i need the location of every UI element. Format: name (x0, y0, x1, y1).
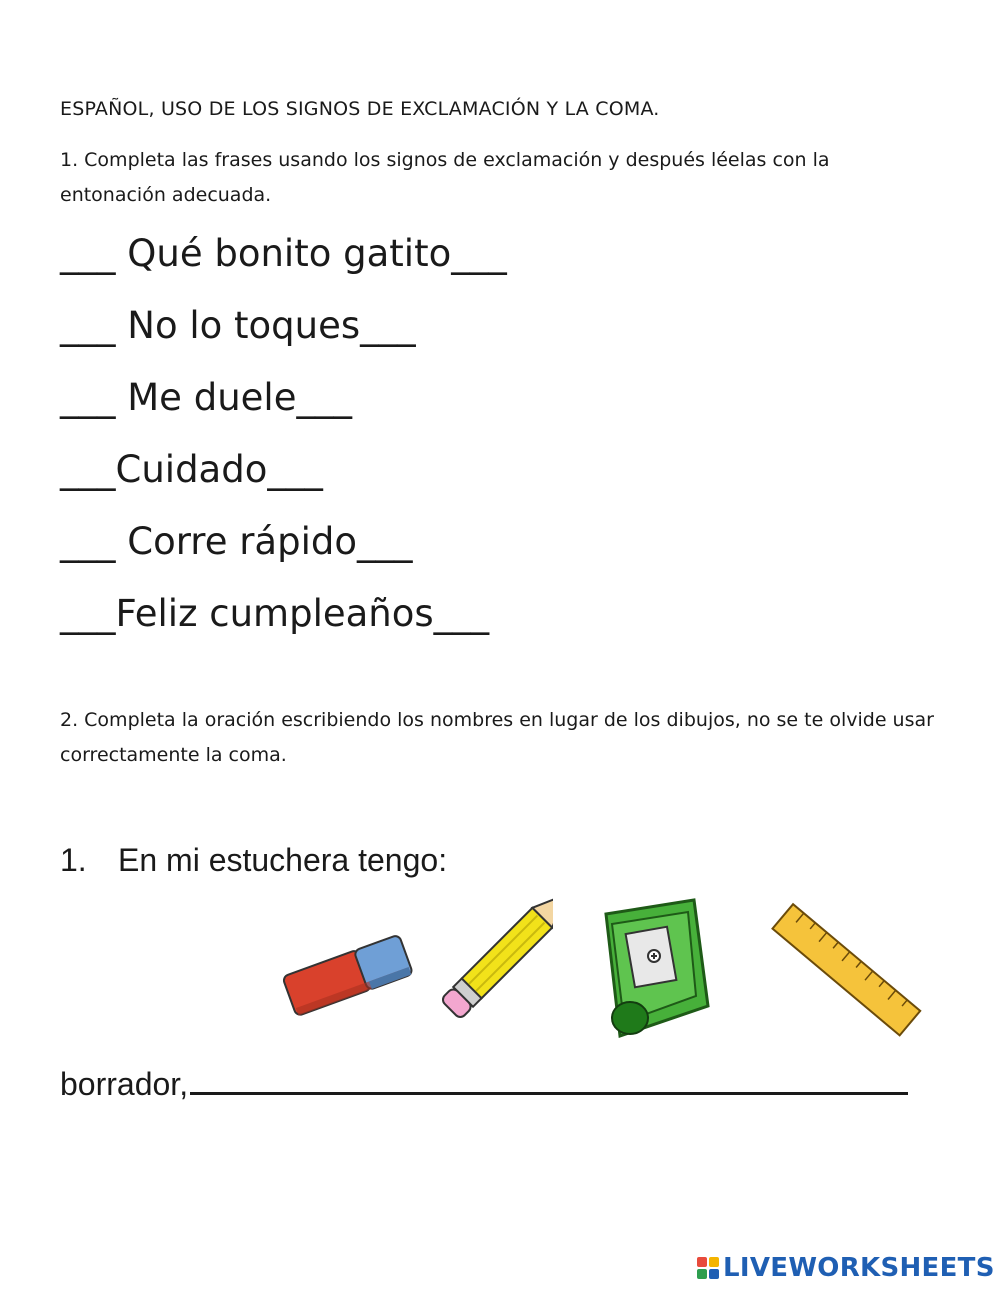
answer-blank[interactable] (190, 1092, 908, 1095)
exclamation-phrase: ___Cuidado___ (60, 448, 323, 491)
exercise-1-instruction: 1. Completa las frases usando los signos de exclamación y después léelas con la entonación adecuada. (60, 149, 830, 206)
item-text: En mi estuchera tengo: (118, 842, 448, 878)
exercise-2-instruction: 2. Completa la oración escribiendo los nombres en lugar de los dibujos, no se te olvide usar correctamente la coma. (60, 709, 934, 766)
exclamation-phrase: ___ Qué bonito gatito___ (60, 232, 507, 275)
answer-prefix: borrador, (60, 1066, 189, 1102)
exclamation-phrase: ___ Me duele___ (60, 376, 352, 419)
school-supplies-pictures (268, 886, 926, 1056)
exclamation-phrase: ___Feliz cumpleaños___ (60, 592, 490, 635)
sharpener-icon (586, 886, 716, 1056)
eraser-icon (274, 916, 424, 1036)
exclamation-phrase: ___ Corre rápido___ (60, 520, 413, 563)
ruler-icon (768, 894, 926, 1044)
exclamation-phrase: ___ No lo toques___ (60, 304, 416, 347)
item-number: 1. (60, 842, 87, 878)
answer-line-row (60, 1062, 908, 1106)
exercise-2-item (60, 838, 447, 882)
liveworksheets-logo-text: LIVEWORKSHEETS (723, 1253, 995, 1283)
liveworksheets-logo-icon (697, 1257, 719, 1279)
liveworksheets-logo (697, 1252, 995, 1284)
pencil-icon (428, 898, 553, 1043)
worksheet-title: ESPAÑOL, USO DE LOS SIGNOS DE EXCLAMACIÓN Y LA COMA. (60, 98, 660, 120)
